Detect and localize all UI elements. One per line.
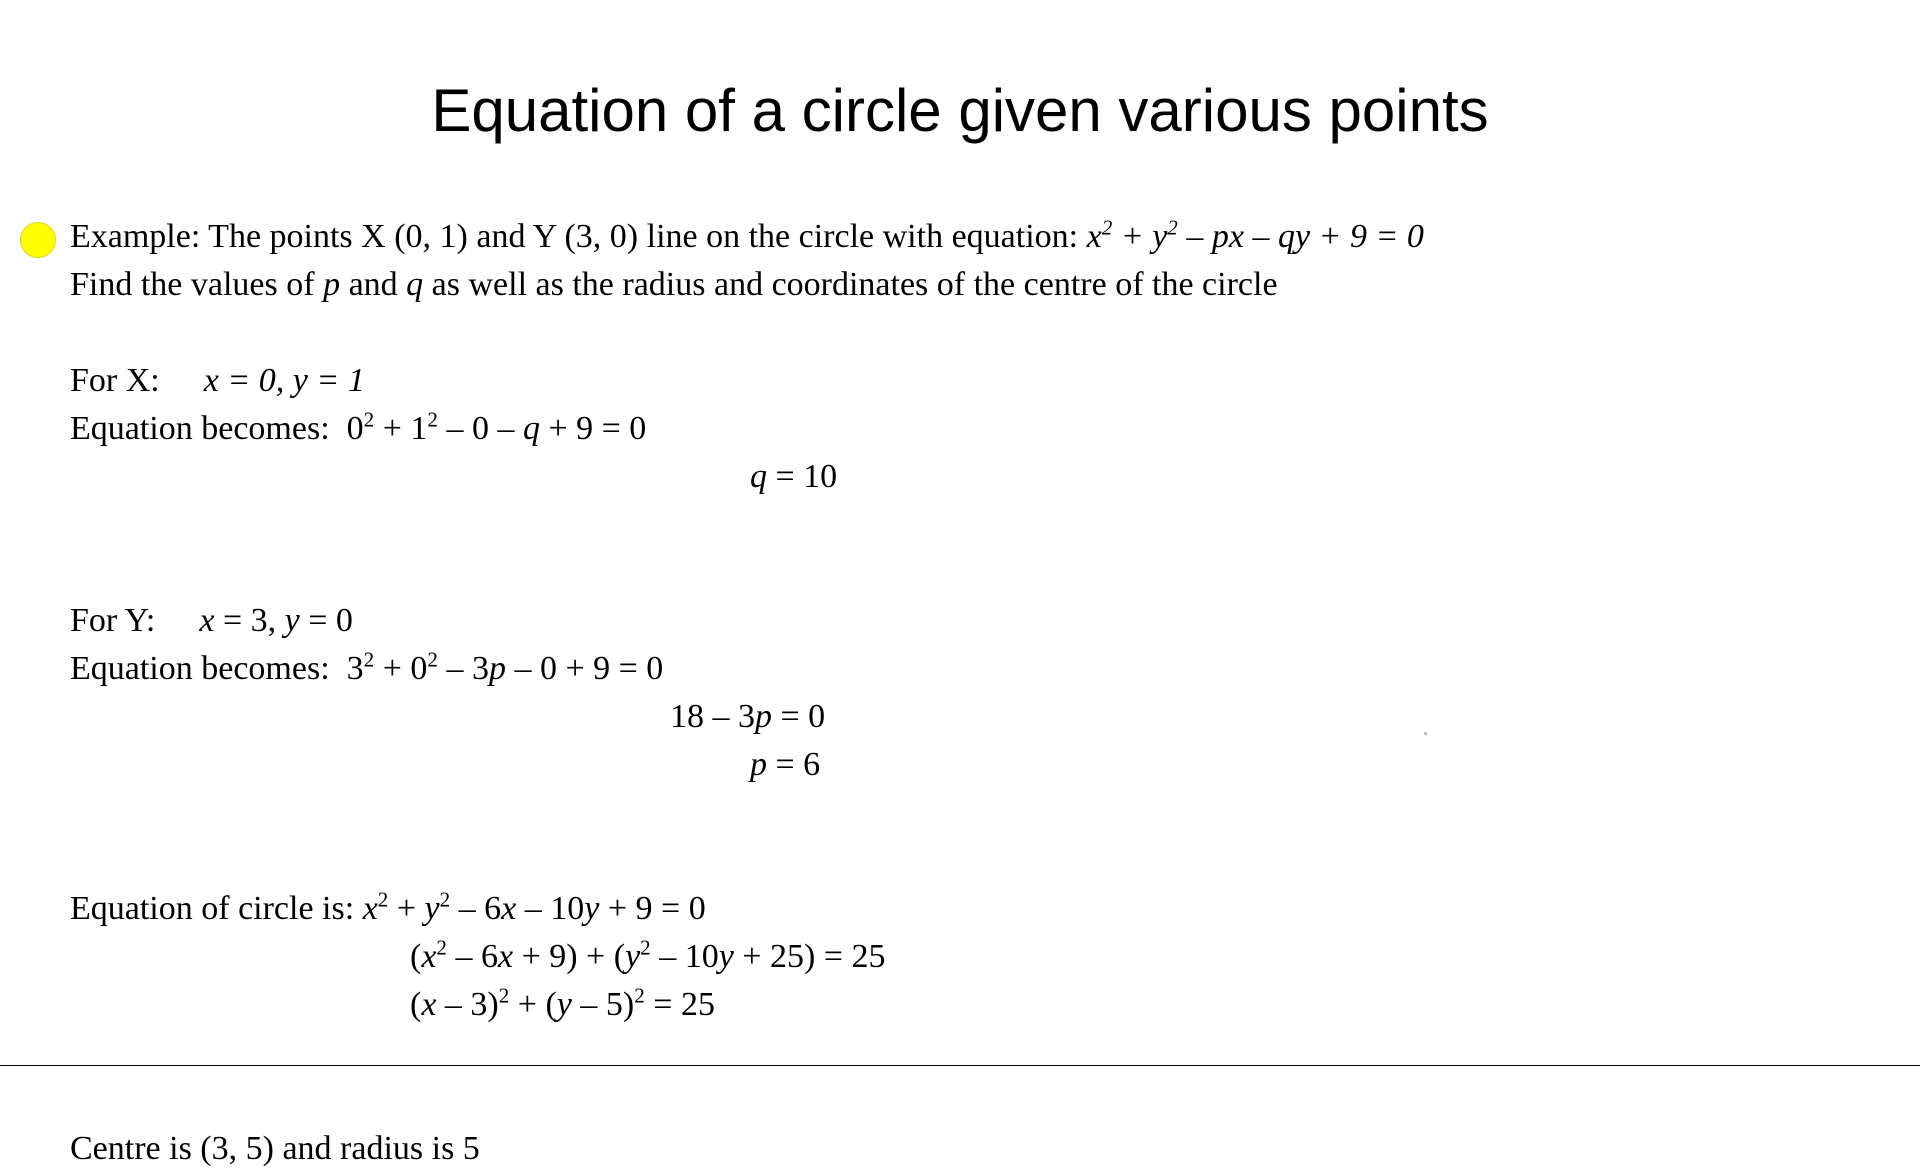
bullet-circle-icon <box>20 222 56 258</box>
example-line-2 <box>70 261 1900 309</box>
circle-step2-math: $(x^2 - 6x + 9) + (y^2 - 10y + 25) = 25$ <box>410 935 886 975</box>
circle-equation-math: $x^2 + y^2 - 6x - 10y + 9 = 0$ <box>362 887 706 927</box>
spacer-3 <box>70 549 1900 597</box>
conclusion-line: Centre is (3, 5) and radius is 5 <box>70 1130 480 1167</box>
x-equation-math: $0^2 + 1^2 - 0 - q + 9 = 0$ <box>346 407 647 447</box>
spacer-1 <box>70 309 1900 357</box>
circle-step2-line <box>70 933 1900 981</box>
y-step-line <box>70 693 1900 741</box>
x-equation-label: Equation becomes: <box>70 410 330 447</box>
y-equation-label: Equation becomes: <box>70 650 330 687</box>
for-y-line <box>70 597 1900 645</box>
spacer-5 <box>70 837 1900 885</box>
var-p-1: p <box>323 266 341 303</box>
slide-body <box>70 213 1900 1173</box>
example-equation: $x^2 + y^2$ – px – qy + 9 = 0 <box>1086 215 1424 255</box>
spacer-4 <box>70 789 1900 837</box>
stray-mark <box>1424 732 1427 735</box>
circle-step3-line <box>70 981 1900 1029</box>
find-values-text-c: as well as the radius and coordinates of the centre of the circle <box>423 266 1278 303</box>
example-line-1 <box>70 213 1900 261</box>
find-values-text-b: and <box>340 266 407 303</box>
x-equation-line <box>70 405 1900 453</box>
circle-equation-line <box>70 885 1900 933</box>
y-equation-math: $3^2 + 0^2 - 3p - 0 + 9 = 0$ <box>346 647 664 687</box>
circle-step3-math: (x – 3)$^2$ + (y – 5)$^2$ = 25 <box>410 983 715 1023</box>
x-result-line <box>70 453 1900 501</box>
find-values-text-a: Find the values of <box>70 266 324 303</box>
spacer-2 <box>70 501 1900 549</box>
bottom-divider <box>0 1065 1920 1066</box>
for-y-label: For Y: <box>70 602 156 639</box>
spacer-6 <box>70 1029 1900 1077</box>
y-result-math: p = 6 <box>750 746 821 783</box>
y-result-line <box>70 741 1900 789</box>
spacer-7 <box>70 1077 1900 1125</box>
y-step-math: 18 – 3p = 0 <box>670 698 826 735</box>
page-title: Equation of a circle given various points <box>431 77 1489 144</box>
for-x-line <box>70 357 1900 405</box>
example-text-intro: Example: The points X (0, 1) and Y (3, 0) line on the circle with equation: <box>70 218 1087 255</box>
y-equation-line <box>70 645 1900 693</box>
for-x-label: For X: <box>70 362 160 399</box>
x-result-math: q = 10 <box>750 458 838 495</box>
for-y-values: x = 3, y = 0 <box>199 602 353 639</box>
circle-equation-label: Equation of circle is: <box>70 890 355 927</box>
for-x-values: x = 0, y = 1 <box>203 362 365 399</box>
var-q-1: q <box>406 266 424 303</box>
